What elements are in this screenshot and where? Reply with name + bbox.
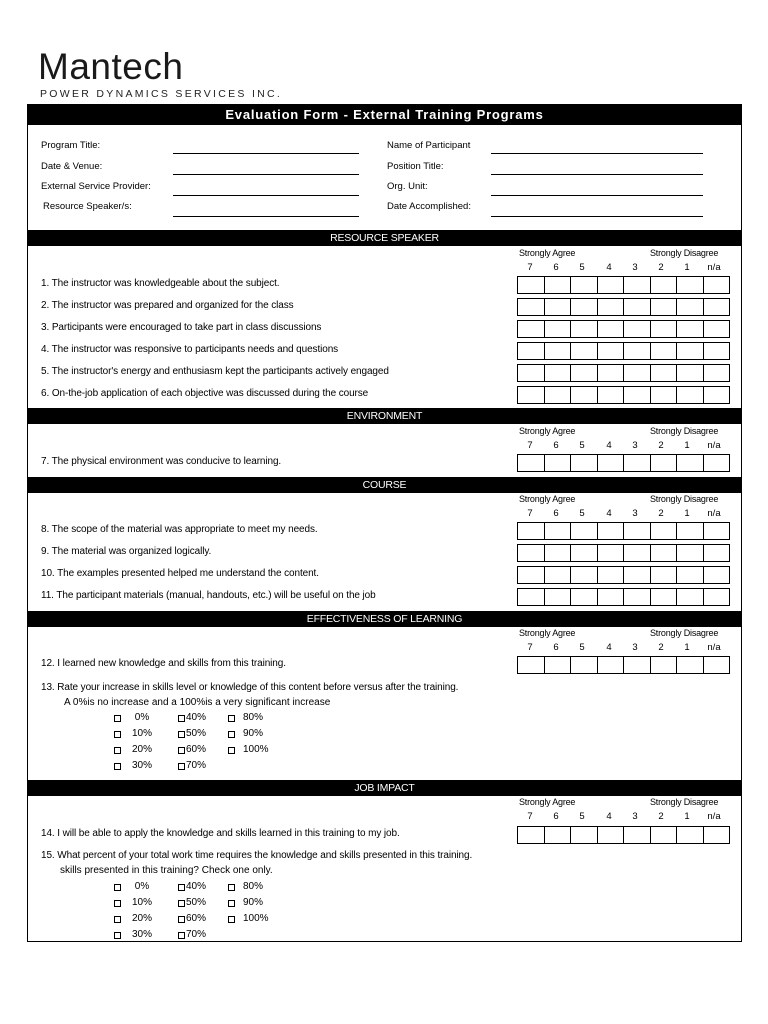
scale-number: 2 [658, 642, 664, 653]
question-13-note: A 0%is no increase and a 100%is a very significant increase [64, 697, 331, 708]
company-logo [38, 48, 282, 100]
percent-option-label: 90% [243, 728, 264, 739]
percent-option[interactable] [228, 881, 263, 892]
scale-number: n/a [707, 642, 721, 653]
scale-number: 7 [527, 440, 533, 451]
rating-cell[interactable] [677, 523, 704, 539]
rating-cell[interactable] [571, 321, 598, 337]
percent-option-label: 70% [186, 929, 207, 940]
percent-option[interactable] [178, 728, 206, 739]
rating-row-q14[interactable] [517, 826, 730, 844]
checkbox-icon[interactable] [114, 932, 121, 939]
scale-strongly-agree: Strongly Agree [519, 248, 576, 258]
checkbox-icon[interactable] [114, 916, 121, 923]
section-effectiveness: EFFECTIVENESS OF LEARNING [28, 611, 741, 627]
percent-option[interactable] [178, 897, 206, 908]
rating-cell[interactable] [624, 523, 651, 539]
checkbox-icon[interactable] [178, 916, 185, 923]
evaluation-form [27, 104, 742, 942]
percent-option-label: 10% [131, 897, 152, 908]
section-resource-speaker: RESOURCE SPEAKER [28, 230, 741, 246]
checkbox-icon[interactable] [114, 747, 121, 754]
scale-number: n/a [707, 811, 721, 822]
label-program-title: Program Title: [41, 140, 101, 151]
input-external-provider[interactable] [173, 195, 359, 196]
percent-option[interactable] [114, 913, 155, 924]
rating-cell[interactable] [677, 657, 704, 673]
rating-cell[interactable] [598, 299, 625, 315]
question-14: 14. I will be able to apply the knowledge and skills learned in this training to my job. [41, 828, 400, 839]
section-course: COURSE [28, 477, 741, 493]
rating-cell[interactable] [651, 545, 678, 561]
checkbox-icon[interactable] [178, 715, 185, 722]
label-external-provider: External Service Provider: [41, 181, 151, 192]
scale-number: n/a [707, 262, 721, 273]
section-job-impact: JOB IMPACT [28, 780, 741, 796]
question-4: 4. The instructor was responsive to participants needs and questions [41, 344, 339, 355]
rating-cell[interactable] [571, 523, 598, 539]
rating-cell[interactable] [571, 657, 598, 673]
rating-cell[interactable] [651, 523, 678, 539]
scale-number: 5 [579, 262, 585, 273]
scale-number: 4 [606, 642, 612, 653]
question-12: 12. I learned new knowledge and skills from this training. [41, 658, 286, 669]
percent-option-label: 20% [131, 744, 152, 755]
checkbox-icon[interactable] [228, 747, 235, 754]
percent-option[interactable] [114, 897, 155, 908]
input-program-title[interactable] [173, 153, 359, 154]
percent-option[interactable] [114, 744, 155, 755]
rating-cell[interactable] [677, 321, 704, 337]
rating-cell[interactable] [545, 523, 572, 539]
input-name-participant[interactable] [491, 153, 703, 154]
percent-option-label: 30% [131, 929, 152, 940]
percent-option-label: 20% [131, 913, 152, 924]
rating-cell[interactable] [598, 523, 625, 539]
question-1: 1. The instructor was knowledgeable about the subject. [41, 278, 280, 289]
rating-cell[interactable] [704, 365, 730, 381]
scale-strongly-disagree: Strongly Disagree [650, 248, 719, 258]
percent-option[interactable] [178, 744, 206, 755]
checkbox-icon[interactable] [114, 715, 121, 722]
rating-cell[interactable] [571, 567, 598, 583]
rating-cell[interactable] [704, 387, 730, 403]
rating-cell[interactable] [545, 343, 572, 359]
rating-cell[interactable] [598, 455, 625, 471]
checkbox-icon[interactable] [114, 763, 121, 770]
rating-cell[interactable] [651, 455, 678, 471]
scale-number: 2 [658, 262, 664, 273]
rating-cell[interactable] [518, 365, 545, 381]
percent-option[interactable] [114, 760, 155, 771]
percent-option-label: 0% [134, 712, 150, 723]
question-6: 6. On-the-job application of each objective was discussed during the course [41, 388, 369, 399]
rating-cell[interactable] [651, 299, 678, 315]
percent-option-label: 60% [186, 744, 207, 755]
rating-cell[interactable] [518, 657, 545, 673]
scale-strongly-agree: Strongly Agree [519, 494, 576, 504]
label-resource-speaker: Resource Speaker/s: [43, 201, 132, 212]
scale-number: 2 [658, 508, 664, 519]
rating-cell[interactable] [677, 567, 704, 583]
rating-cell[interactable] [624, 589, 651, 605]
scale-number: 1 [684, 440, 690, 451]
percent-option-label: 100% [243, 744, 269, 755]
scale-number: 6 [553, 508, 559, 519]
percent-option-label: 60% [186, 913, 207, 924]
label-date-accomplished: Date Accomplished: [387, 201, 471, 212]
rating-cell[interactable] [571, 277, 598, 293]
rating-row-q1[interactable] [517, 276, 730, 294]
scale-number: 4 [606, 811, 612, 822]
rating-cell[interactable] [651, 589, 678, 605]
rating-cell[interactable] [677, 299, 704, 315]
rating-cell[interactable] [598, 567, 625, 583]
rating-row-q10[interactable] [517, 566, 730, 584]
question-3: 3. Participants were encouraged to take part in class discussions [41, 322, 322, 333]
checkbox-icon[interactable] [228, 900, 235, 907]
scale-number: 5 [579, 440, 585, 451]
label-name-participant: Name of Participant [387, 140, 471, 151]
rating-cell[interactable] [598, 277, 625, 293]
percent-option-label: 40% [186, 712, 207, 723]
rating-cell[interactable] [598, 387, 625, 403]
rating-cell[interactable] [571, 343, 598, 359]
rating-cell[interactable] [704, 827, 730, 843]
label-org-unit: Org. Unit: [387, 181, 428, 192]
rating-row-q9[interactable] [517, 544, 730, 562]
scale-strongly-disagree: Strongly Disagree [650, 494, 719, 504]
scale-number: 1 [684, 642, 690, 653]
rating-cell[interactable] [651, 277, 678, 293]
scale-number: 4 [606, 262, 612, 273]
checkbox-icon[interactable] [114, 884, 121, 891]
rating-cell[interactable] [545, 277, 572, 293]
percent-option[interactable] [178, 913, 206, 924]
rating-cell[interactable] [598, 365, 625, 381]
rating-cell[interactable] [598, 321, 625, 337]
input-date-accomplished[interactable] [491, 216, 703, 217]
question-15-note: skills presented in this training? Check one only. [60, 865, 273, 876]
scale-number: 3 [632, 811, 638, 822]
scale-number: 6 [553, 642, 559, 653]
rating-cell[interactable] [677, 365, 704, 381]
checkbox-icon[interactable] [178, 747, 185, 754]
rating-cell[interactable] [598, 343, 625, 359]
form-title: Evaluation Form - External Training Programs [28, 105, 741, 125]
rating-cell[interactable] [545, 657, 572, 673]
rating-cell[interactable] [598, 657, 625, 673]
question-8: 8. The scope of the material was appropriate to meet my needs. [41, 524, 318, 535]
rating-cell[interactable] [518, 523, 545, 539]
rating-row-q12[interactable] [517, 656, 730, 674]
checkbox-icon[interactable] [178, 763, 185, 770]
percent-option-label: 30% [131, 760, 152, 771]
input-date-venue[interactable] [173, 174, 359, 175]
rating-row-q4[interactable] [517, 342, 730, 360]
scale-number: 7 [527, 508, 533, 519]
rating-cell[interactable] [704, 523, 730, 539]
percent-option-label: 100% [243, 913, 269, 924]
percent-option-label: 90% [243, 897, 264, 908]
rating-cell[interactable] [518, 567, 545, 583]
scale-number: 4 [606, 440, 612, 451]
percent-option[interactable] [178, 929, 206, 940]
rating-cell[interactable] [518, 299, 545, 315]
logo-name: Mantech [38, 46, 184, 87]
rating-cell[interactable] [624, 567, 651, 583]
percent-option[interactable] [178, 881, 206, 892]
percent-option-label: 50% [186, 897, 207, 908]
rating-cell[interactable] [518, 455, 545, 471]
rating-cell[interactable] [704, 299, 730, 315]
percent-option[interactable] [228, 913, 269, 924]
rating-row-q8[interactable] [517, 522, 730, 540]
rating-cell[interactable] [545, 321, 572, 337]
percent-option[interactable] [228, 712, 263, 723]
percent-option-label: 80% [243, 881, 264, 892]
rating-cell[interactable] [545, 545, 572, 561]
input-resource-speaker[interactable] [173, 216, 359, 217]
rating-cell[interactable] [598, 827, 625, 843]
percent-option-label: 80% [243, 712, 264, 723]
input-position-title[interactable] [491, 174, 703, 175]
rating-cell[interactable] [598, 589, 625, 605]
percent-option[interactable] [114, 929, 155, 940]
checkbox-icon[interactable] [178, 932, 185, 939]
scale-number: 2 [658, 440, 664, 451]
percent-option-label: 70% [186, 760, 207, 771]
percent-option[interactable] [228, 744, 269, 755]
rating-cell[interactable] [704, 589, 730, 605]
rating-cell[interactable] [704, 657, 730, 673]
scale-number: 6 [553, 262, 559, 273]
percent-option[interactable] [114, 728, 155, 739]
rating-cell[interactable] [651, 343, 678, 359]
scale-number: n/a [707, 440, 721, 451]
rating-cell[interactable] [651, 387, 678, 403]
percent-option-label: 40% [186, 881, 207, 892]
rating-cell[interactable] [704, 455, 730, 471]
rating-cell[interactable] [677, 343, 704, 359]
question-15: 15. What percent of your total work time requires the knowledge and skills presented in this training. [41, 850, 473, 861]
scale-number: 1 [684, 508, 690, 519]
scale-number: 5 [579, 811, 585, 822]
percent-option[interactable] [178, 760, 206, 771]
percent-option[interactable] [114, 712, 155, 723]
question-13: 13. Rate your increase in skills level or knowledge of this content before versus after the training. [41, 682, 459, 693]
scale-number: 6 [553, 440, 559, 451]
percent-option[interactable] [178, 712, 206, 723]
rating-cell[interactable] [624, 657, 651, 673]
rating-cell[interactable] [545, 299, 572, 315]
checkbox-icon[interactable] [178, 731, 185, 738]
checkbox-icon[interactable] [228, 715, 235, 722]
rating-cell[interactable] [518, 387, 545, 403]
rating-cell[interactable] [571, 545, 598, 561]
rating-cell[interactable] [545, 589, 572, 605]
percent-option-label: 50% [186, 728, 207, 739]
scale-number: 2 [658, 811, 664, 822]
rating-cell[interactable] [704, 321, 730, 337]
rating-cell[interactable] [571, 387, 598, 403]
rating-cell[interactable] [518, 589, 545, 605]
checkbox-icon[interactable] [228, 916, 235, 923]
rating-cell[interactable] [651, 365, 678, 381]
scale-number: 5 [579, 508, 585, 519]
rating-cell[interactable] [651, 567, 678, 583]
scale-number: 1 [684, 262, 690, 273]
rating-cell[interactable] [571, 827, 598, 843]
scale-number: 7 [527, 642, 533, 653]
input-org-unit[interactable] [491, 195, 703, 196]
rating-cell[interactable] [571, 455, 598, 471]
rating-cell[interactable] [624, 455, 651, 471]
question-10: 10. The examples presented helped me understand the content. [41, 568, 319, 579]
scale-strongly-disagree: Strongly Disagree [650, 797, 719, 807]
rating-row-q6[interactable] [517, 386, 730, 404]
rating-cell[interactable] [624, 343, 651, 359]
percent-option-label: 0% [134, 881, 150, 892]
rating-cell[interactable] [545, 387, 572, 403]
checkbox-icon[interactable] [178, 884, 185, 891]
rating-cell[interactable] [704, 545, 730, 561]
rating-cell[interactable] [624, 387, 651, 403]
label-date-venue: Date & Venue: [41, 161, 103, 172]
rating-cell[interactable] [624, 365, 651, 381]
scale-number: 3 [632, 262, 638, 273]
scale-strongly-agree: Strongly Agree [519, 628, 576, 638]
label-position-title: Position Title: [387, 161, 444, 172]
rating-cell[interactable] [704, 567, 730, 583]
rating-cell[interactable] [677, 277, 704, 293]
checkbox-icon[interactable] [114, 900, 121, 907]
scale-number: n/a [707, 508, 721, 519]
scale-strongly-agree: Strongly Agree [519, 426, 576, 436]
rating-cell[interactable] [545, 455, 572, 471]
section-environment: ENVIRONMENT [28, 408, 741, 424]
percent-option[interactable] [228, 897, 263, 908]
rating-cell[interactable] [518, 827, 545, 843]
scale-strongly-agree: Strongly Agree [519, 797, 576, 807]
checkbox-icon[interactable] [178, 900, 185, 907]
rating-cell[interactable] [677, 455, 704, 471]
rating-cell[interactable] [518, 343, 545, 359]
scale-strongly-disagree: Strongly Disagree [650, 628, 719, 638]
scale-number: 3 [632, 440, 638, 451]
question-5: 5. The instructor's energy and enthusiasm kept the participants actively engaged [41, 366, 389, 377]
rating-cell[interactable] [677, 827, 704, 843]
rating-cell[interactable] [598, 545, 625, 561]
scale-number: 3 [632, 642, 638, 653]
scale-number: 7 [527, 811, 533, 822]
rating-cell[interactable] [545, 365, 572, 381]
rating-cell[interactable] [624, 277, 651, 293]
rating-cell[interactable] [518, 545, 545, 561]
question-9: 9. The material was organized logically. [41, 546, 212, 557]
rating-cell[interactable] [624, 545, 651, 561]
question-7: 7. The physical environment was conducive to learning. [41, 456, 282, 467]
rating-row-q3[interactable] [517, 320, 730, 338]
rating-row-q5[interactable] [517, 364, 730, 382]
question-2: 2. The instructor was prepared and organized for the class [41, 300, 294, 311]
scale-strongly-disagree: Strongly Disagree [650, 426, 719, 436]
rating-cell[interactable] [651, 657, 678, 673]
checkbox-icon[interactable] [228, 731, 235, 738]
scale-number: 3 [632, 508, 638, 519]
rating-cell[interactable] [518, 321, 545, 337]
rating-cell[interactable] [677, 387, 704, 403]
rating-cell[interactable] [624, 299, 651, 315]
scale-number: 5 [579, 642, 585, 653]
rating-cell[interactable] [545, 567, 572, 583]
rating-cell[interactable] [571, 589, 598, 605]
rating-cell[interactable] [651, 827, 678, 843]
logo-subtitle: POWER DYNAMICS SERVICES INC. [40, 88, 283, 100]
scale-number: 6 [553, 811, 559, 822]
rating-cell[interactable] [624, 321, 651, 337]
percent-option-label: 10% [131, 728, 152, 739]
rating-cell[interactable] [677, 589, 704, 605]
rating-cell[interactable] [518, 277, 545, 293]
rating-cell[interactable] [704, 343, 730, 359]
rating-cell[interactable] [704, 277, 730, 293]
rating-cell[interactable] [545, 827, 572, 843]
scale-number: 7 [527, 262, 533, 273]
question-11: 11. The participant materials (manual, handouts, etc.) will be useful on the job [41, 590, 376, 601]
rating-cell[interactable] [571, 365, 598, 381]
rating-cell[interactable] [651, 321, 678, 337]
rating-row-q7[interactable] [517, 454, 730, 472]
checkbox-icon[interactable] [228, 884, 235, 891]
scale-number: 1 [684, 811, 690, 822]
rating-cell[interactable] [571, 299, 598, 315]
rating-cell[interactable] [624, 827, 651, 843]
checkbox-icon[interactable] [114, 731, 121, 738]
rating-row-q11[interactable] [517, 588, 730, 606]
rating-row-q2[interactable] [517, 298, 730, 316]
rating-cell[interactable] [677, 545, 704, 561]
percent-option[interactable] [114, 881, 155, 892]
percent-option[interactable] [228, 728, 263, 739]
scale-number: 4 [606, 508, 612, 519]
